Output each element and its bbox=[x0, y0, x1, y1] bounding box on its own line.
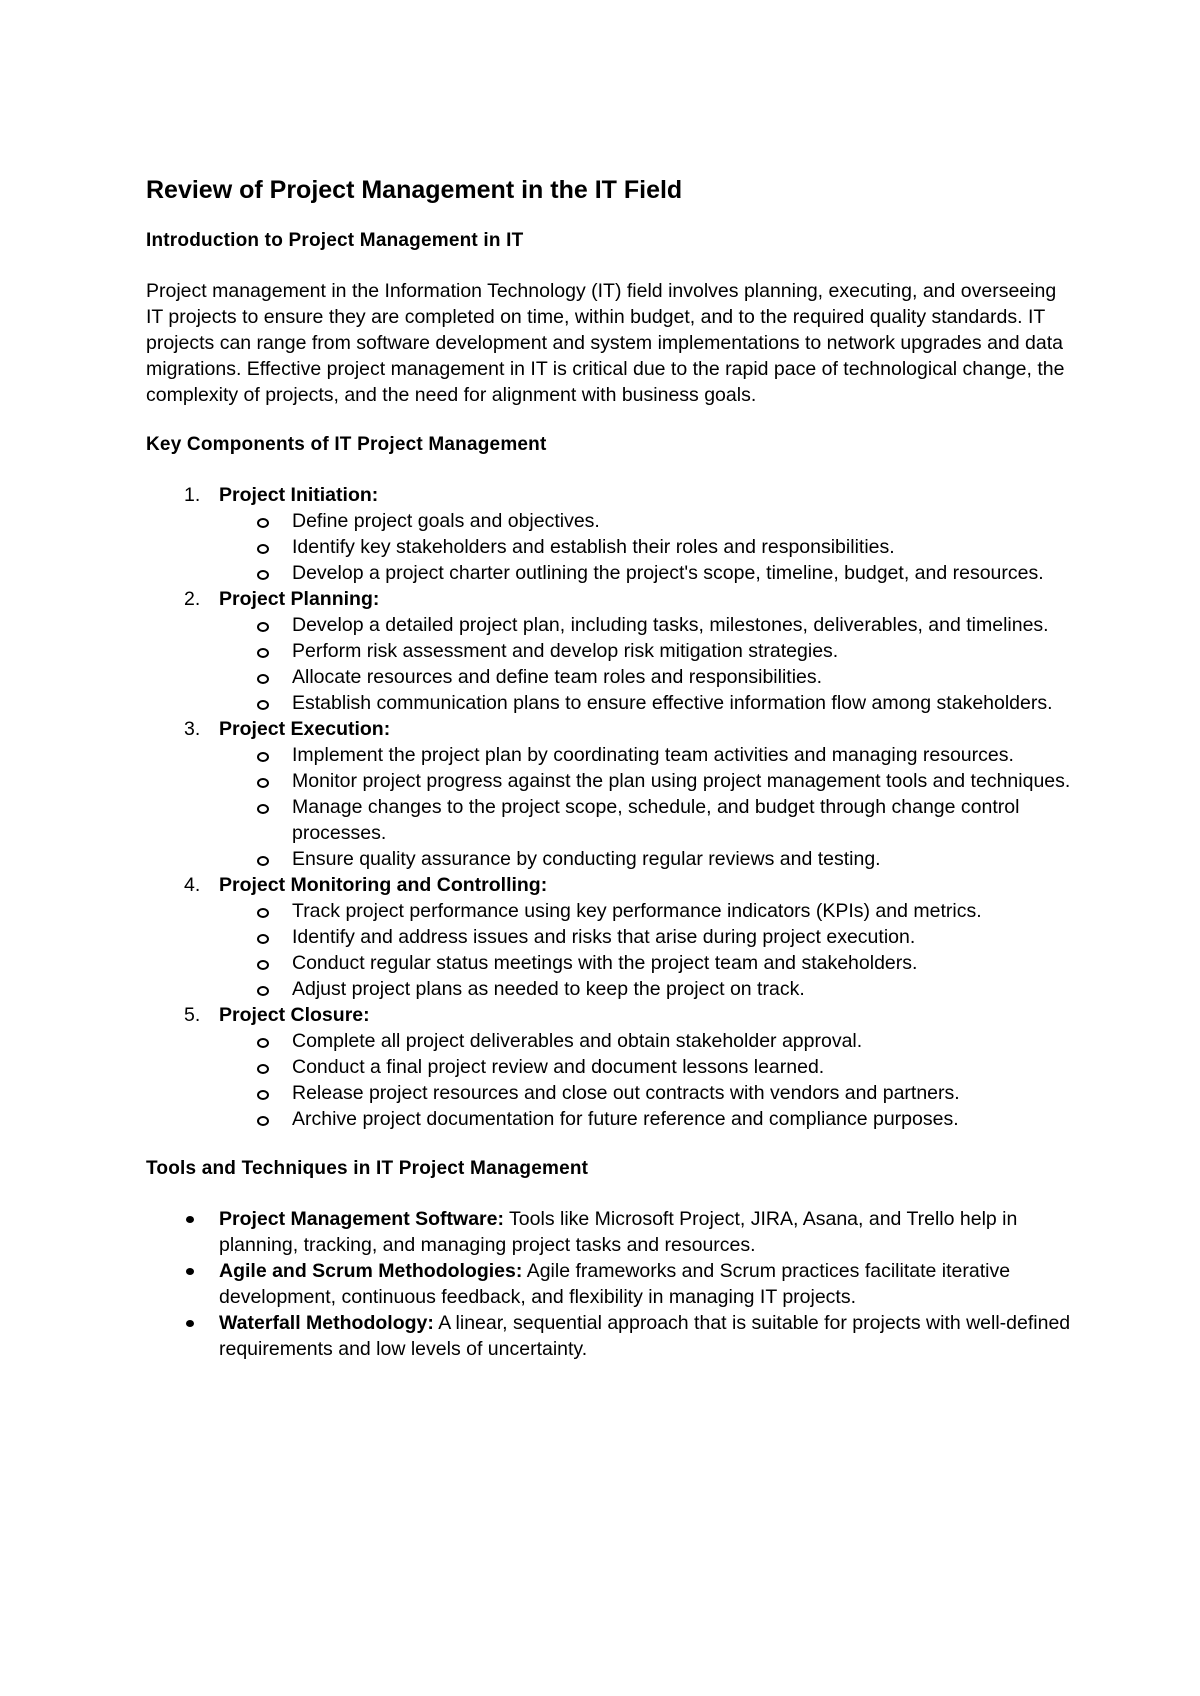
task-text: Archive project documentation for future reference and compliance purposes. bbox=[292, 1108, 959, 1130]
task-text: Develop a detailed project plan, including tasks, milestones, deliverables, and timelines. bbox=[292, 614, 1049, 636]
circle-bullet-icon bbox=[257, 622, 269, 632]
tool-name: Waterfall Methodology: bbox=[219, 1312, 434, 1334]
phase-title: Project Closure: bbox=[219, 1004, 370, 1026]
tool-name: Project Management Software: bbox=[219, 1208, 504, 1230]
document-page bbox=[146, 172, 1076, 1362]
task-item bbox=[219, 690, 1076, 716]
tool-item bbox=[146, 1310, 1076, 1362]
task-text: Conduct regular status meetings with the project team and stakeholders. bbox=[292, 952, 918, 974]
circle-bullet-icon bbox=[257, 778, 269, 788]
task-text: Identify key stakeholders and establish their roles and responsibilities. bbox=[292, 536, 895, 558]
circle-bullet-icon bbox=[257, 960, 269, 970]
circle-bullet-icon bbox=[257, 986, 269, 996]
circle-bullet-icon bbox=[257, 934, 269, 944]
tools-heading: Tools and Techniques in IT Project Management bbox=[146, 1158, 589, 1179]
circle-bullet-icon bbox=[257, 856, 269, 866]
circle-bullet-icon bbox=[257, 1116, 269, 1126]
phase-task-list bbox=[219, 898, 1076, 1002]
task-item bbox=[219, 768, 1076, 794]
circle-bullet-icon bbox=[257, 1038, 269, 1048]
circle-bullet-icon bbox=[257, 752, 269, 762]
task-item bbox=[219, 560, 1076, 586]
task-item bbox=[219, 664, 1076, 690]
tool-description: A linear, sequential approach that is suitable for projects with well-defined requirements and low levels of uncertainty. bbox=[219, 1312, 1071, 1360]
phase-number: 2. bbox=[184, 588, 201, 610]
phase-number: 3. bbox=[184, 718, 201, 740]
phase-title: Project Execution: bbox=[219, 718, 391, 740]
dot-bullet-icon bbox=[186, 1320, 194, 1327]
task-text: Adjust project plans as needed to keep the project on track. bbox=[292, 978, 805, 1000]
task-item bbox=[219, 898, 1076, 924]
task-text: Develop a project charter outlining the project's scope, timeline, budget, and resources. bbox=[292, 562, 1044, 584]
task-text: Complete all project deliverables and obtain stakeholder approval. bbox=[292, 1030, 863, 1052]
phase-number: 4. bbox=[184, 874, 201, 896]
task-text: Manage changes to the project scope, schedule, and budget through change control processes. bbox=[292, 796, 1020, 844]
phase-item bbox=[146, 482, 1076, 586]
phase-title: Project Initiation: bbox=[219, 484, 379, 506]
circle-bullet-icon bbox=[257, 1064, 269, 1074]
phase-item bbox=[146, 1002, 1076, 1132]
task-text: Release project resources and close out contracts with vendors and partners. bbox=[292, 1082, 960, 1104]
phase-number: 1. bbox=[184, 484, 201, 506]
task-text: Monitor project progress against the plan using project management tools and techniques. bbox=[292, 770, 1071, 792]
intro-paragraph: Project management in the Information Technology (IT) field involves planning, executing, and overseeing IT projects to ensure they are completed on time, within budget, and to the required quality standards. IT projects can range from software development and system implementations to network upgrades and data migrations. Effective project management in IT is critical due to the rapid pace of technological change, the complexity of projects, and the need for alignment with business goals. bbox=[146, 280, 1065, 406]
task-item bbox=[219, 1028, 1076, 1054]
circle-bullet-icon bbox=[257, 544, 269, 554]
components-heading: Key Components of IT Project Management bbox=[146, 434, 547, 455]
circle-bullet-icon bbox=[257, 570, 269, 580]
tool-name: Agile and Scrum Methodologies: bbox=[219, 1260, 523, 1282]
phase-item bbox=[146, 716, 1076, 872]
task-text: Perform risk assessment and develop risk mitigation strategies. bbox=[292, 640, 839, 662]
phase-task-list bbox=[219, 742, 1076, 872]
phase-number: 5. bbox=[184, 1004, 201, 1026]
phases-list bbox=[146, 482, 1076, 1132]
task-item bbox=[219, 742, 1076, 768]
task-item bbox=[219, 508, 1076, 534]
tool-item bbox=[146, 1258, 1076, 1310]
task-item bbox=[219, 1106, 1076, 1132]
task-item bbox=[219, 950, 1076, 976]
task-item bbox=[219, 924, 1076, 950]
intro-heading: Introduction to Project Management in IT bbox=[146, 230, 524, 251]
circle-bullet-icon bbox=[257, 700, 269, 710]
task-text: Define project goals and objectives. bbox=[292, 510, 600, 532]
circle-bullet-icon bbox=[257, 908, 269, 918]
task-item bbox=[219, 638, 1076, 664]
phase-title: Project Monitoring and Controlling: bbox=[219, 874, 548, 896]
tool-description: Tools like Microsoft Project, JIRA, Asana, and Trello help in planning, tracking, and managing project tasks and resources. bbox=[219, 1208, 1018, 1256]
task-text: Ensure quality assurance by conducting regular reviews and testing. bbox=[292, 848, 881, 870]
task-item bbox=[219, 1080, 1076, 1106]
dot-bullet-icon bbox=[186, 1268, 194, 1275]
phase-task-list bbox=[219, 508, 1076, 586]
circle-bullet-icon bbox=[257, 518, 269, 528]
task-text: Track project performance using key performance indicators (KPIs) and metrics. bbox=[292, 900, 982, 922]
tools-list bbox=[146, 1206, 1076, 1362]
phase-title: Project Planning: bbox=[219, 588, 380, 610]
document-title: Review of Project Management in the IT Field bbox=[146, 176, 683, 204]
phase-item bbox=[146, 872, 1076, 1002]
task-item bbox=[219, 846, 1076, 872]
task-text: Allocate resources and define team roles and responsibilities. bbox=[292, 666, 823, 688]
tool-description: Agile frameworks and Scrum practices facilitate iterative development, continuous feedback, and flexibility in managing IT projects. bbox=[219, 1260, 1011, 1308]
task-item bbox=[219, 534, 1076, 560]
task-item bbox=[219, 1054, 1076, 1080]
task-text: Conduct a final project review and document lessons learned. bbox=[292, 1056, 825, 1078]
dot-bullet-icon bbox=[186, 1216, 194, 1223]
phase-task-list bbox=[219, 1028, 1076, 1132]
tool-item bbox=[146, 1206, 1076, 1258]
task-text: Identify and address issues and risks that arise during project execution. bbox=[292, 926, 916, 948]
task-text: Establish communication plans to ensure effective information flow among stakeholders. bbox=[292, 692, 1053, 714]
phase-item bbox=[146, 586, 1076, 716]
circle-bullet-icon bbox=[257, 1090, 269, 1100]
task-text: Implement the project plan by coordinating team activities and managing resources. bbox=[292, 744, 1014, 766]
task-item bbox=[219, 612, 1076, 638]
task-item bbox=[219, 794, 1076, 846]
phase-task-list bbox=[219, 612, 1076, 716]
circle-bullet-icon bbox=[257, 674, 269, 684]
task-item bbox=[219, 976, 1076, 1002]
circle-bullet-icon bbox=[257, 804, 269, 814]
circle-bullet-icon bbox=[257, 648, 269, 658]
